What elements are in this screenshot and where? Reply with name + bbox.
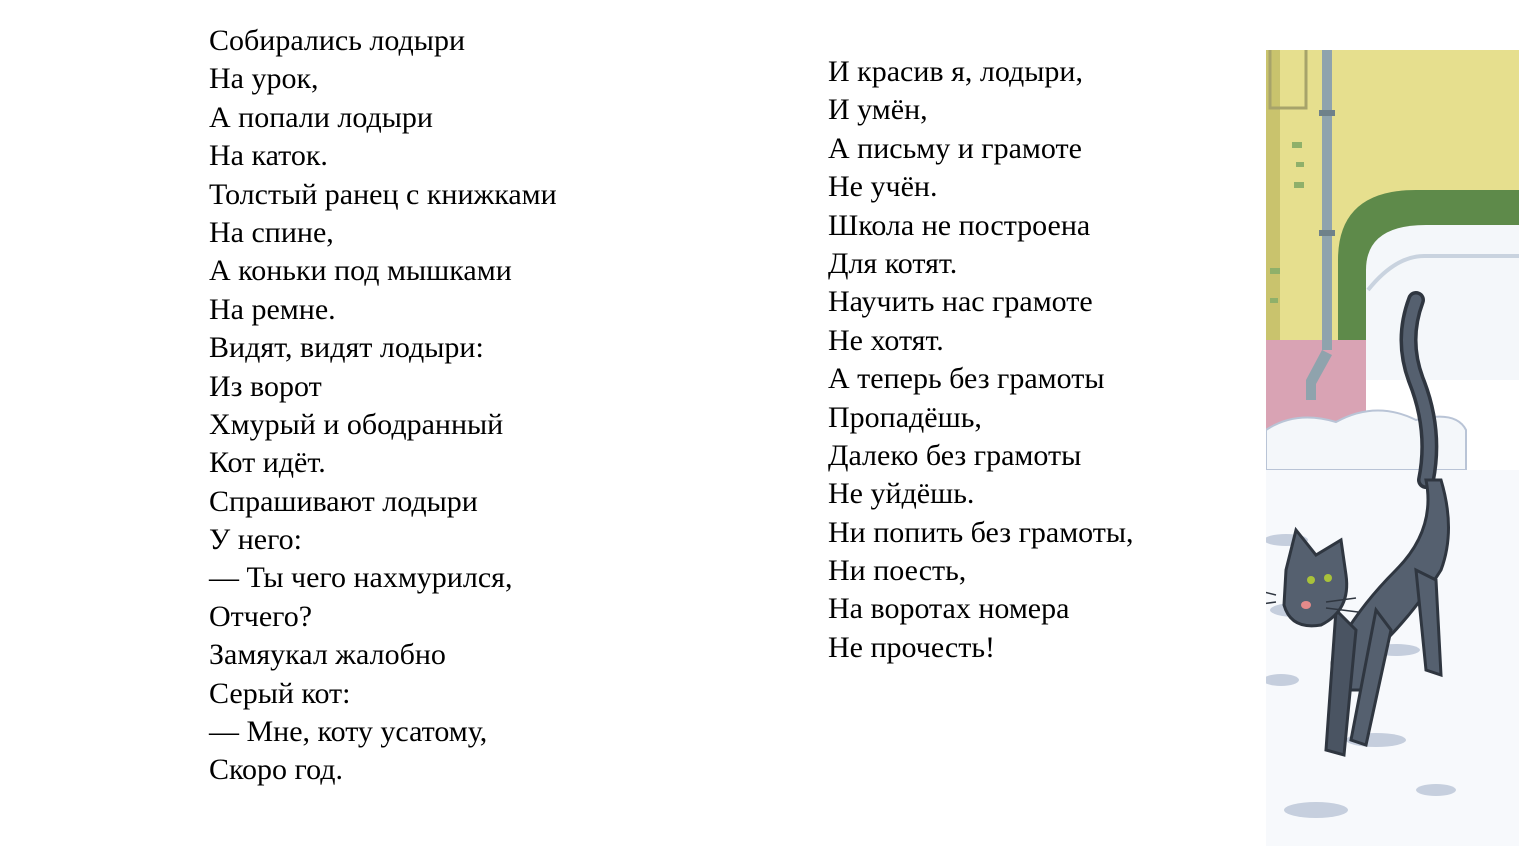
cat-illustration [1266,50,1519,846]
poem-line: Кот идёт. [209,446,326,480]
poem-line: Не прочесть! [828,630,996,664]
poem-line: Не уйдёшь. [828,477,975,511]
poem-line: Школа не построена [828,208,1091,242]
arch-opening [1366,225,1519,380]
poem-line: На ремне. [209,292,336,326]
poem-line: Видят, видят лодыри: [209,331,484,365]
poem-line: Далеко без грамоты [828,438,1082,472]
poem-line: У него: [209,523,303,557]
poem-line: Пропадёшь, [828,400,982,434]
poem-line: Не учён. [828,170,938,204]
poem-line: На спине, [209,215,334,249]
poem-line: Не хотят. [828,323,944,357]
poem-line: А попали лодыри [209,100,433,134]
poem-line: — Мне, коту усатому, [209,715,488,749]
poem-line: На воротах номера [828,592,1070,626]
poem-line: Спрашивают лодыри [209,484,478,518]
poem-line: А теперь без грамоты [828,362,1105,396]
poem-line: На урок, [209,62,319,96]
poem-line: Для котят. [828,246,958,280]
poem-left-column [209,22,557,790]
poem-line: Замяукал жалобно [209,638,446,672]
poem-line: И умён, [828,93,928,127]
poem-line: А коньки под мышками [209,254,512,288]
poem-line: Отчего? [209,599,313,633]
poem-line: Толстый ранец с книжками [209,177,557,211]
poem-line: А письму и грамоте [828,131,1082,165]
poem-line: На каток. [209,139,328,173]
poem-line: Собирались лодыри [209,24,466,57]
poem-line: Скоро год. [209,753,344,787]
poem-line: Ни поесть, [828,554,967,588]
poem-line: Из ворот [209,369,322,403]
poem-right-column [828,53,1134,667]
poem-line: И красив я, лодыри, [828,55,1083,88]
poem-line: Хмурый и ободранный [209,407,504,441]
poem-line: Научить нас грамоте [828,285,1093,319]
poem-line: — Ты чего нахмурился, [209,561,513,595]
poem-line: Серый кот: [209,676,351,710]
snowy-ground [1266,470,1519,846]
poem-line: Ни попить без грамоты, [828,515,1134,549]
